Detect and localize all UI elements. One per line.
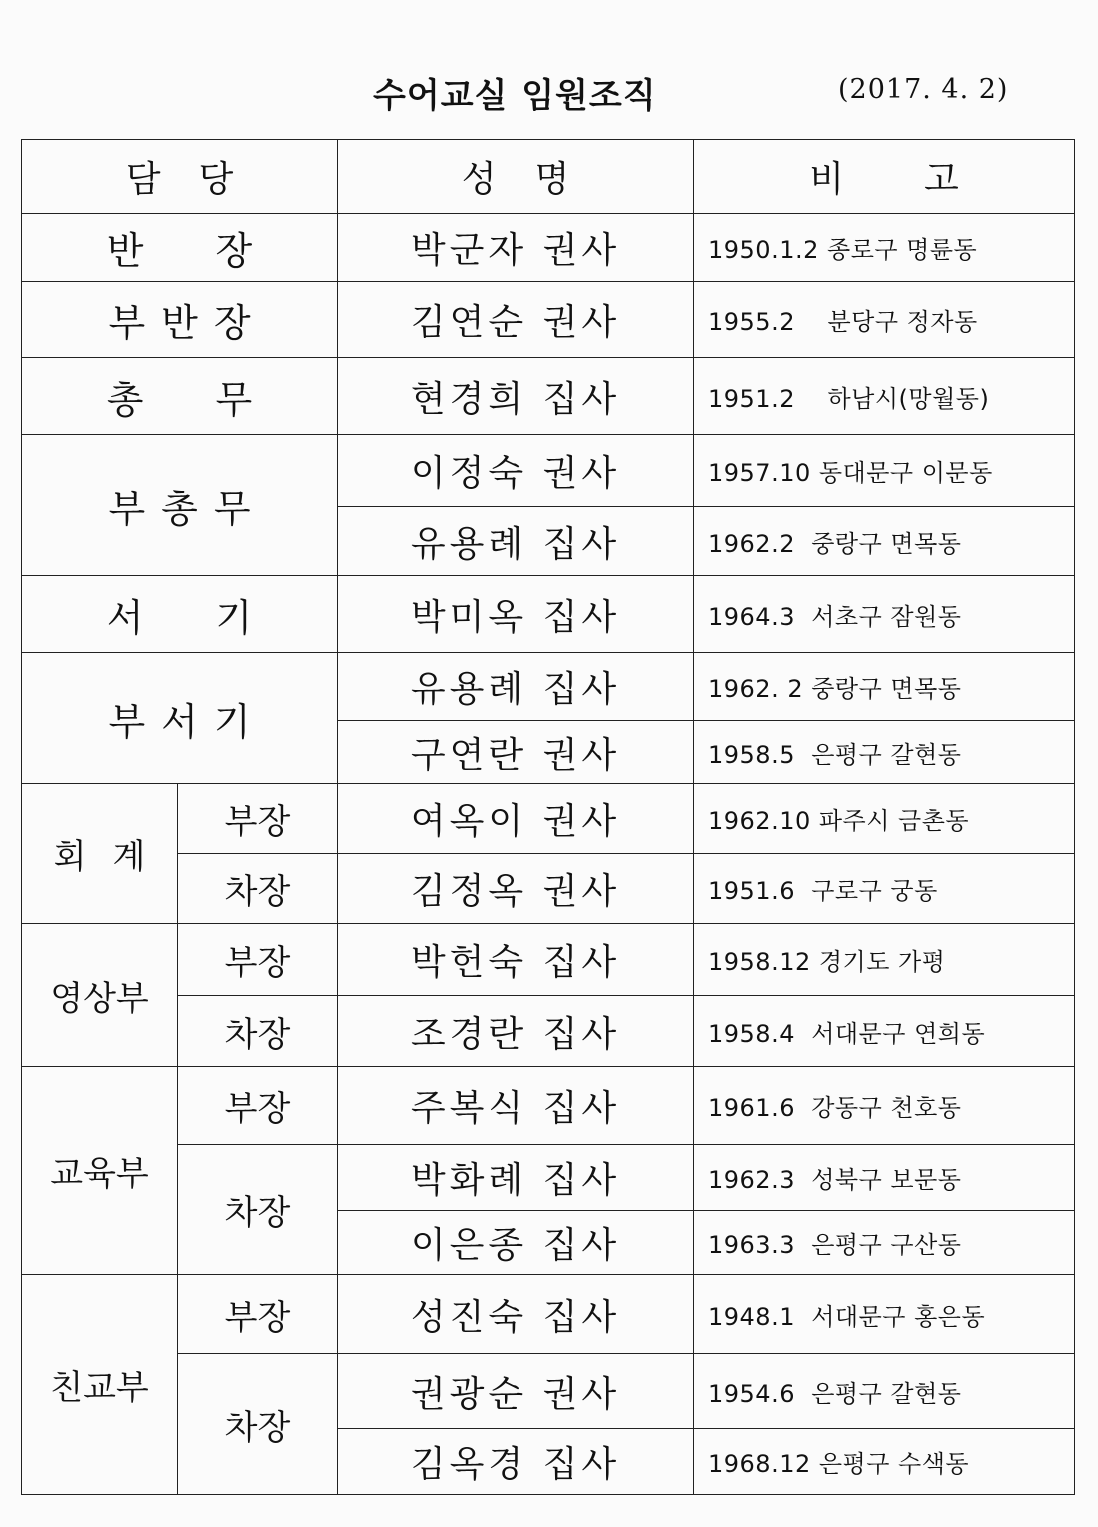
table-row bbox=[22, 282, 1075, 358]
name-cell: 유용례 집사 bbox=[338, 507, 694, 576]
note-cell: 1951.6 구로구 궁동 bbox=[694, 854, 1075, 924]
note-cell: 1958.12 경기도 가평 bbox=[694, 924, 1075, 996]
role-cell: 부서기 bbox=[22, 653, 338, 784]
note-cell: 1962.2 중랑구 면목동 bbox=[694, 507, 1075, 576]
role-cell: 총무 bbox=[22, 358, 338, 435]
note-cell: 1948.1 서대문구 홍은동 bbox=[694, 1275, 1075, 1354]
position-cell: 차장 bbox=[178, 854, 338, 924]
note-cell: 1955.2 분당구 정자동 bbox=[694, 282, 1075, 358]
table-row bbox=[22, 924, 1075, 996]
roster-table bbox=[21, 139, 1075, 1495]
name-cell: 박군자 권사 bbox=[338, 214, 694, 282]
name-cell: 김정옥 권사 bbox=[338, 854, 694, 924]
name-cell: 이은종 집사 bbox=[338, 1211, 694, 1275]
name-cell: 현경희 집사 bbox=[338, 358, 694, 435]
header-role: 담당 bbox=[22, 140, 338, 214]
dept-cell: 회계 bbox=[22, 784, 178, 924]
table-row bbox=[22, 854, 1075, 924]
position-cell: 부장 bbox=[178, 784, 338, 854]
header-note: 비고 bbox=[694, 140, 1075, 214]
table-row bbox=[22, 1354, 1075, 1429]
name-cell: 박미옥 집사 bbox=[338, 576, 694, 653]
note-cell: 1951.2 하남시(망월동) bbox=[694, 358, 1075, 435]
note-cell: 1962.10 파주시 금촌동 bbox=[694, 784, 1075, 854]
dept-cell: 교육부 bbox=[22, 1067, 178, 1275]
role-cell: 부반장 bbox=[22, 282, 338, 358]
role-cell: 반장 bbox=[22, 214, 338, 282]
position-cell: 차장 bbox=[178, 1354, 338, 1495]
role-cell: 부총무 bbox=[22, 435, 338, 576]
note-cell: 1963.3 은평구 구산동 bbox=[694, 1211, 1075, 1275]
name-cell: 여옥이 권사 bbox=[338, 784, 694, 854]
position-cell: 부장 bbox=[178, 1067, 338, 1145]
table-row bbox=[22, 214, 1075, 282]
note-cell: 1954.6 은평구 갈현동 bbox=[694, 1354, 1075, 1429]
dept-cell: 친교부 bbox=[22, 1275, 178, 1495]
name-cell: 김연순 권사 bbox=[338, 282, 694, 358]
name-cell: 이정숙 권사 bbox=[338, 435, 694, 507]
name-cell: 박헌숙 집사 bbox=[338, 924, 694, 996]
note-cell: 1968.12 은평구 수색동 bbox=[694, 1429, 1075, 1495]
position-cell: 부장 bbox=[178, 1275, 338, 1354]
role-cell: 서기 bbox=[22, 576, 338, 653]
dept-cell: 영상부 bbox=[22, 924, 178, 1067]
name-cell: 성진숙 집사 bbox=[338, 1275, 694, 1354]
name-cell: 박화례 집사 bbox=[338, 1145, 694, 1211]
note-cell: 1950.1.2 종로구 명륜동 bbox=[694, 214, 1075, 282]
table-row bbox=[22, 1275, 1075, 1354]
table-row bbox=[22, 653, 1075, 721]
note-cell: 1962. 2 중랑구 면목동 bbox=[694, 653, 1075, 721]
name-cell: 구연란 권사 bbox=[338, 721, 694, 784]
table-row bbox=[22, 435, 1075, 507]
note-cell: 1961.6 강동구 천호동 bbox=[694, 1067, 1075, 1145]
position-cell: 차장 bbox=[178, 1145, 338, 1275]
note-cell: 1962.3 성북구 보문동 bbox=[694, 1145, 1075, 1211]
table-row bbox=[22, 996, 1075, 1067]
header-name: 성명 bbox=[338, 140, 694, 214]
document-date: (2017. 4. 2) bbox=[838, 74, 1009, 105]
table-row bbox=[22, 576, 1075, 653]
table-row bbox=[22, 1067, 1075, 1145]
name-cell: 조경란 집사 bbox=[338, 996, 694, 1067]
name-cell: 주복식 집사 bbox=[338, 1067, 694, 1145]
name-cell: 김옥경 집사 bbox=[338, 1429, 694, 1495]
note-cell: 1964.3 서초구 잠원동 bbox=[694, 576, 1075, 653]
table-row bbox=[22, 358, 1075, 435]
table-row bbox=[22, 784, 1075, 854]
position-cell: 차장 bbox=[178, 996, 338, 1067]
table-header-row bbox=[22, 140, 1075, 214]
note-cell: 1958.5 은평구 갈현동 bbox=[694, 721, 1075, 784]
document-title: 수어교실 임원조직 bbox=[373, 76, 657, 116]
note-cell: 1957.10 동대문구 이문동 bbox=[694, 435, 1075, 507]
position-cell: 부장 bbox=[178, 924, 338, 996]
name-cell: 유용례 집사 bbox=[338, 653, 694, 721]
note-cell: 1958.4 서대문구 연희동 bbox=[694, 996, 1075, 1067]
name-cell: 권광순 권사 bbox=[338, 1354, 694, 1429]
table-row bbox=[22, 1145, 1075, 1211]
